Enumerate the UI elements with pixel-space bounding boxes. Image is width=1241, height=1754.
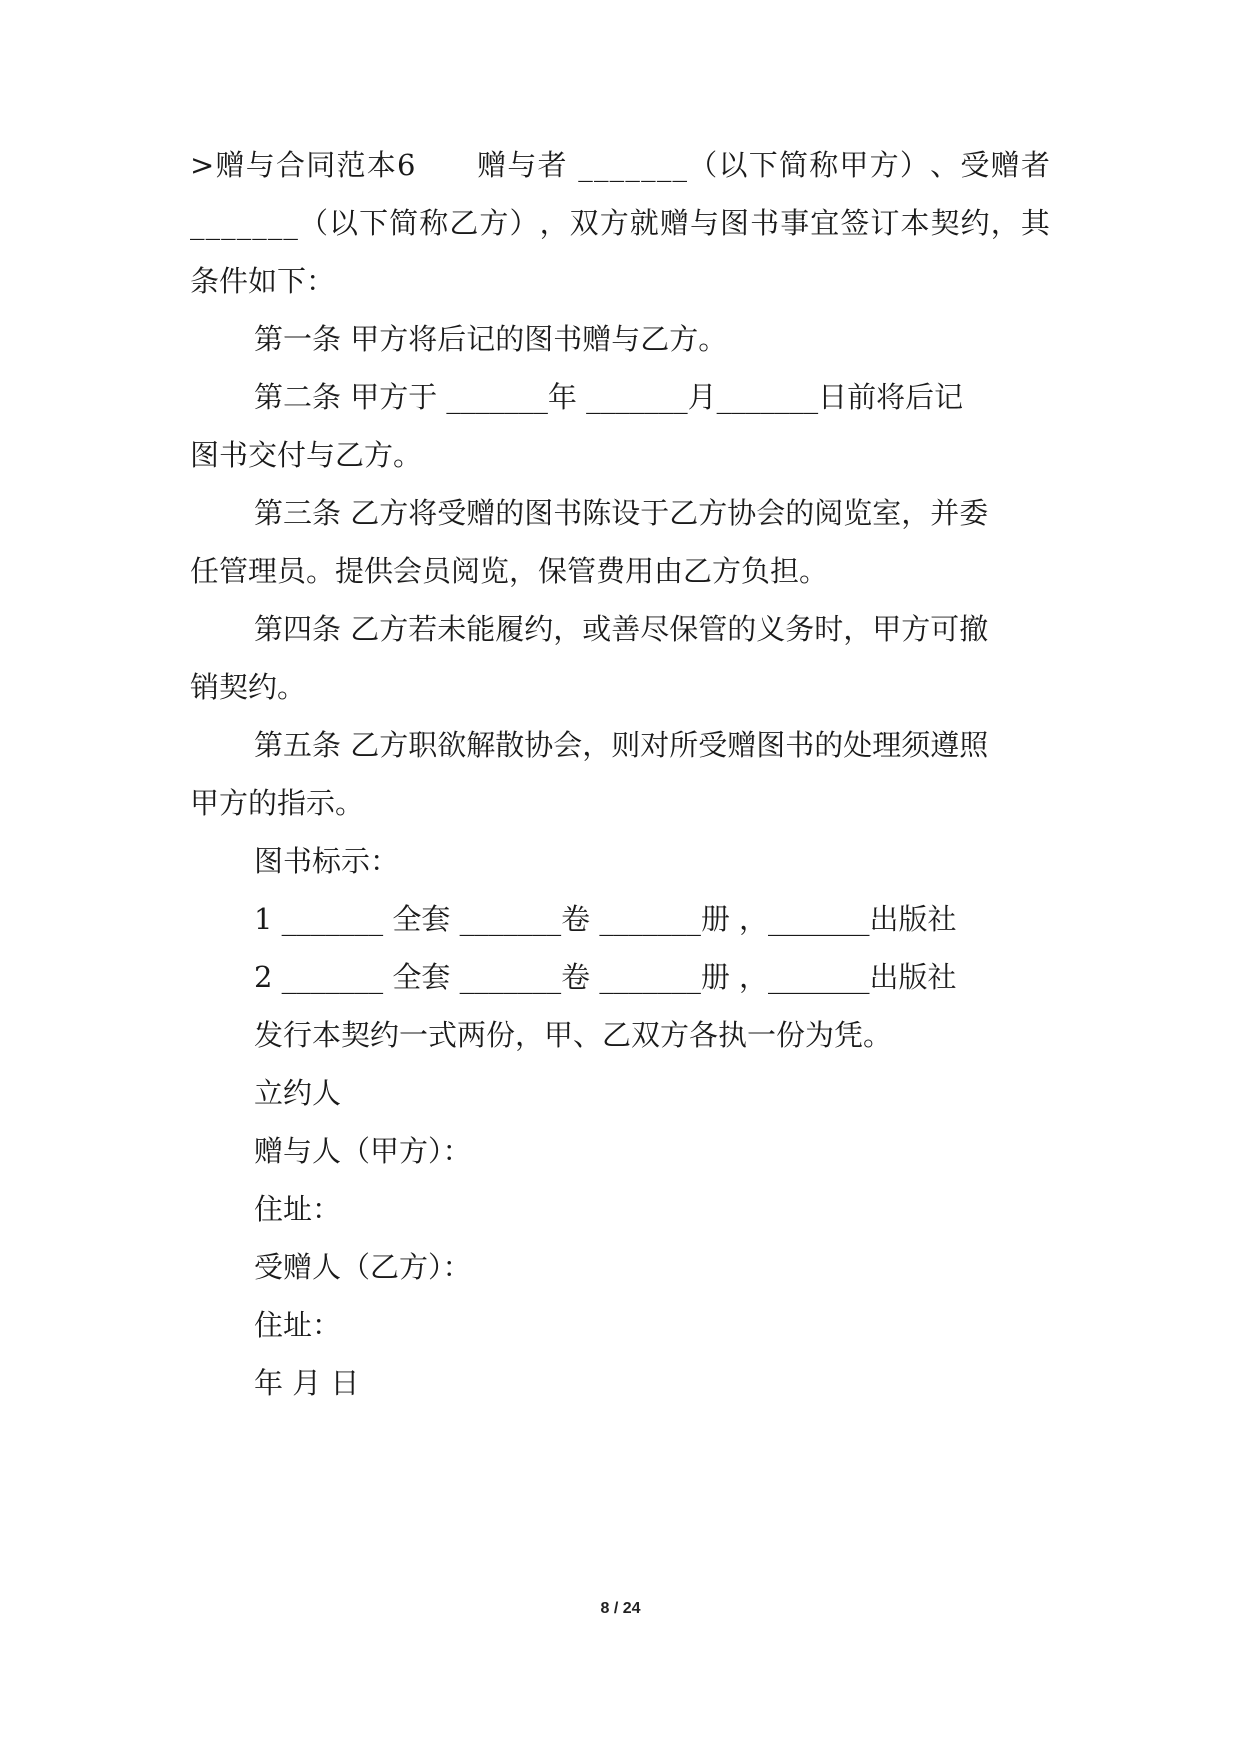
recipient-label — [0, 1247, 1241, 1287]
signatories-heading — [0, 1073, 1241, 1113]
text-line: 第一条 甲方将后记的图书赠与乙方。 — [254, 322, 728, 356]
page-number: 8 / 24 — [600, 1600, 641, 1617]
text-line: 住址： — [254, 1308, 342, 1342]
text-line: 发行本契约一式两份，甲、乙双方各执一份为凭。 — [254, 1018, 893, 1052]
book-list-item-2 — [0, 957, 1241, 997]
book-list-item-1 — [0, 899, 1241, 939]
text-line: 任管理员。提供会员阅览，保管费用由乙方负担。 — [190, 554, 829, 588]
text-line: 第四条 乙方若未能履约，或善尽保管的义务时，甲方可撤 — [254, 612, 989, 646]
text-line: _ _ _ _ _ _ _ （ 以 下 简 称 乙 方 ） ， 双 方 就 赠 与 图 书 事 宜 签 订 本 契 约 ， 其 — [190, 206, 1050, 240]
text-line: 住址： — [254, 1192, 342, 1226]
article-2-line-1 — [0, 377, 1241, 417]
article-3-line-2 — [0, 551, 1241, 591]
paragraph-intro-line-3 — [0, 261, 1241, 301]
text-line: 年 月 日 — [254, 1366, 360, 1400]
text-line: 条件如下： — [190, 264, 336, 298]
book-list-heading — [0, 841, 1241, 881]
text-line: 图书交付与乙方。 — [190, 438, 423, 472]
donor-address-label — [0, 1189, 1241, 1229]
article-4-line-2 — [0, 667, 1241, 707]
text-line: 立约人 — [254, 1076, 342, 1110]
recipient-address-label — [0, 1305, 1241, 1345]
article-1 — [0, 319, 1241, 359]
paragraph-intro-line-1 — [0, 145, 1241, 185]
article-4-line-1 — [0, 609, 1241, 649]
copies-clause — [0, 1015, 1241, 1055]
text-line: 第二条 甲方于 _______年 _______月_______日前将后记 — [254, 380, 964, 414]
article-5-line-1 — [0, 725, 1241, 765]
text-line: 第三条 乙方将受赠的图书陈设于乙方协会的阅览室，并委 — [254, 496, 989, 530]
text-line: 甲方的指示。 — [190, 786, 365, 820]
text-line: 销契约。 — [190, 670, 307, 704]
text-line: 赠与人（甲方）： — [254, 1134, 472, 1168]
date-line — [0, 1363, 1241, 1403]
article-2-line-2 — [0, 435, 1241, 475]
article-3-line-1 — [0, 493, 1241, 533]
donor-label — [0, 1131, 1241, 1171]
text-line: 2 _______ 全套 _______卷 _______册 ，_______出版社 — [254, 960, 957, 994]
text-line: 图书标示： — [254, 844, 400, 878]
text-line: 第五条 乙方职欲解散协会，则对所受赠图书的处理须遵照 — [254, 728, 989, 762]
text-line: 受赠人（乙方）： — [254, 1250, 472, 1284]
article-5-line-2 — [0, 783, 1241, 823]
text-line: 1 _______ 全套 _______卷 _______册 ，_______出版社 — [254, 902, 957, 936]
text-line: > 赠 与 合 同 范 本 6 赠 与 者 _ _ _ _ _ _ _ （ 以 下 简 称 甲 方 ） 、 受 赠 者 — [190, 148, 1050, 182]
paragraph-intro-line-2 — [0, 203, 1241, 243]
